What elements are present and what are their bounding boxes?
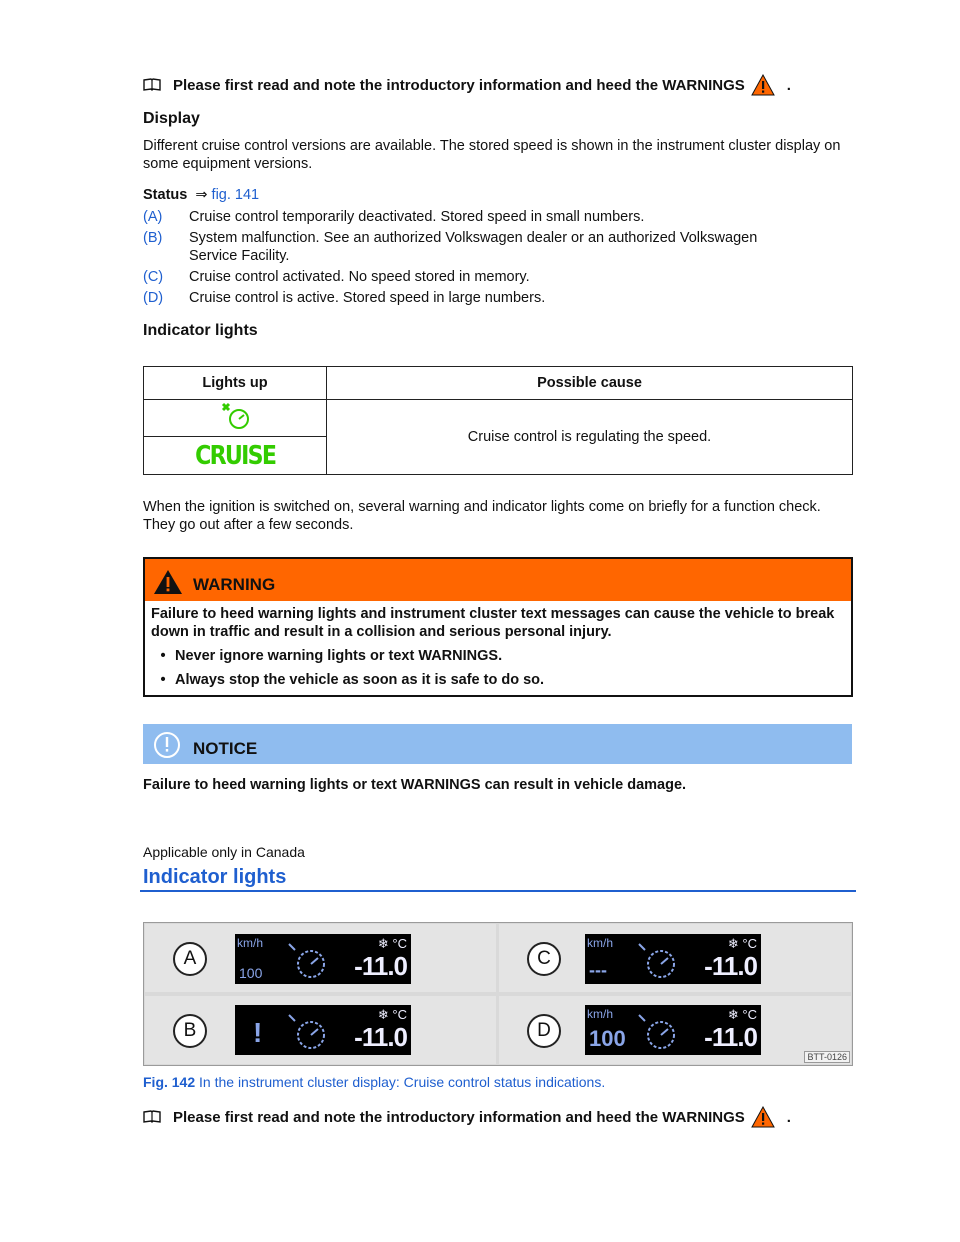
- kmh-label: km/h: [587, 936, 614, 950]
- warning-box: [143, 557, 853, 697]
- panel-letter: B: [173, 1014, 207, 1048]
- warning-title: WARNING: [193, 575, 276, 594]
- cruise-word-cell: [144, 437, 327, 475]
- book-icon: [143, 1110, 161, 1124]
- temp-unit: ❄ °C: [727, 1007, 757, 1022]
- status-key: (A): [143, 209, 163, 225]
- status-key: (D): [143, 290, 164, 306]
- temperature: -11.0: [704, 1022, 757, 1052]
- figure-caption-label: Fig. 142: [143, 1074, 196, 1090]
- status-text: Cruise control temporarily deactivated. Stored speed in small numbers.: [189, 209, 645, 225]
- warning-triangle-icon: [751, 74, 775, 96]
- notice-title: NOTICE: [193, 739, 258, 758]
- stored-speed: 100: [239, 965, 263, 981]
- status-line: [143, 187, 259, 203]
- warning-triangle-icon: [751, 1106, 775, 1128]
- status-key: (C): [143, 269, 164, 285]
- cruise-gauge-icon: [637, 942, 681, 980]
- panel-letter: C: [527, 942, 561, 976]
- section-rule: [140, 890, 856, 892]
- warning-bullet: • Never ignore warning lights or text WARNINGS.: [160, 648, 503, 664]
- intro-text: Please first read and note the introductory information and heed the WARNINGS: [173, 76, 745, 94]
- display-paragraph: Different cruise control versions are available. The stored speed is shown in the instrument cluster display on some equipment versions.: [143, 138, 841, 172]
- col-lights-up: Lights up: [144, 367, 327, 400]
- figure-caption: [143, 1074, 605, 1090]
- intro-line-bottom: [143, 1106, 791, 1128]
- panel-d: [499, 996, 851, 1064]
- warning-header: [145, 559, 851, 601]
- status-item: [143, 208, 843, 226]
- intro-period: .: [786, 76, 791, 94]
- cruise-gauge-icon: [637, 1013, 681, 1051]
- cruise-word-icon: CRUISE: [194, 440, 276, 471]
- cruise-gauge-cell: [144, 400, 327, 437]
- figure-code: BTT-0126: [804, 1051, 850, 1063]
- figure-caption-text: In the instrument cluster display: Cruise control status indications.: [199, 1074, 606, 1090]
- malfunction-mark: !: [253, 1017, 263, 1048]
- display-heading: Display: [143, 110, 200, 127]
- intro-period: .: [786, 1108, 791, 1126]
- kmh-label: km/h: [587, 1007, 614, 1021]
- cruise-control-gauge-icon: [215, 401, 255, 431]
- status-text: Cruise control is active. Stored speed in large numbers.: [189, 290, 546, 306]
- figure-142: [143, 922, 853, 1066]
- notice-text: Failure to heed warning lights or text WARNINGS can result in vehicle damage.: [143, 777, 687, 793]
- indicator-table: [143, 366, 853, 475]
- section-title: Indicator lights: [143, 866, 287, 888]
- temperature: -11.0: [704, 951, 757, 981]
- cluster-display: [235, 1005, 411, 1055]
- status-item: [143, 229, 843, 265]
- panel-letter: D: [527, 1014, 561, 1048]
- warning-body: [145, 601, 851, 695]
- status-fig-link[interactable]: fig. 141: [211, 187, 260, 203]
- cruise-gauge-icon: [287, 942, 331, 980]
- panel-letter: A: [173, 942, 207, 976]
- warning-text: Failure to heed warning lights and instrument cluster text messages can cause the vehicle to break down in traffic and result in a collision and serious personal injury.: [151, 606, 835, 640]
- warning-bullet-text: Always stop the vehicle as soon as it is safe to do so.: [175, 672, 545, 688]
- temperature: -11.0: [354, 1022, 407, 1052]
- status-key: (B): [143, 230, 163, 246]
- status-text: System malfunction. See an authorized Volkswagen dealer or an authorized Volkswagen Service Facility.: [189, 230, 758, 264]
- kmh-label: km/h: [237, 936, 264, 950]
- intro-line: [143, 74, 791, 96]
- status-text: Cruise control activated. No speed stored in memory.: [189, 269, 530, 285]
- exclamation-circle-icon: [153, 731, 181, 759]
- ignition-paragraph: When the ignition is switched on, several warning and indicator lights come on briefly for a function check. They go out after a few seconds.: [143, 499, 821, 533]
- notice-header: [143, 724, 852, 764]
- warning-bullet: • Always stop the vehicle as soon as it is safe to do so.: [160, 672, 545, 688]
- warning-bullet-text: Never ignore warning lights or text WARNINGS.: [175, 648, 503, 664]
- cluster-display: [235, 934, 411, 984]
- status-item: [143, 268, 843, 286]
- temp-unit: ❄ °C: [377, 936, 407, 951]
- stored-speed: ---: [589, 960, 607, 980]
- temp-unit: ❄ °C: [727, 936, 757, 951]
- status-list: [143, 208, 843, 307]
- panel-a: [145, 924, 496, 992]
- col-possible-cause: Possible cause: [327, 367, 853, 400]
- stored-speed: 100: [589, 1026, 626, 1051]
- panel-b: [145, 996, 496, 1064]
- panel-c: [499, 924, 851, 992]
- cluster-display: [585, 934, 761, 984]
- canada-note: Applicable only in Canada: [143, 844, 305, 860]
- indicator-heading: Indicator lights: [143, 322, 258, 339]
- intro-text: Please first read and note the introductory information and heed the WARNINGS: [173, 1108, 745, 1126]
- temp-unit: ❄ °C: [377, 1007, 407, 1022]
- status-label: Status: [143, 187, 188, 203]
- status-item: [143, 289, 843, 307]
- cruise-gauge-icon: [287, 1013, 331, 1051]
- cause-cell: Cruise control is regulating the speed.: [327, 400, 853, 475]
- status-arrow: ⇒: [195, 187, 208, 203]
- book-icon: [143, 78, 161, 92]
- warning-triangle-icon: [153, 569, 183, 595]
- cluster-display: [585, 1005, 761, 1055]
- temperature: -11.0: [354, 951, 407, 981]
